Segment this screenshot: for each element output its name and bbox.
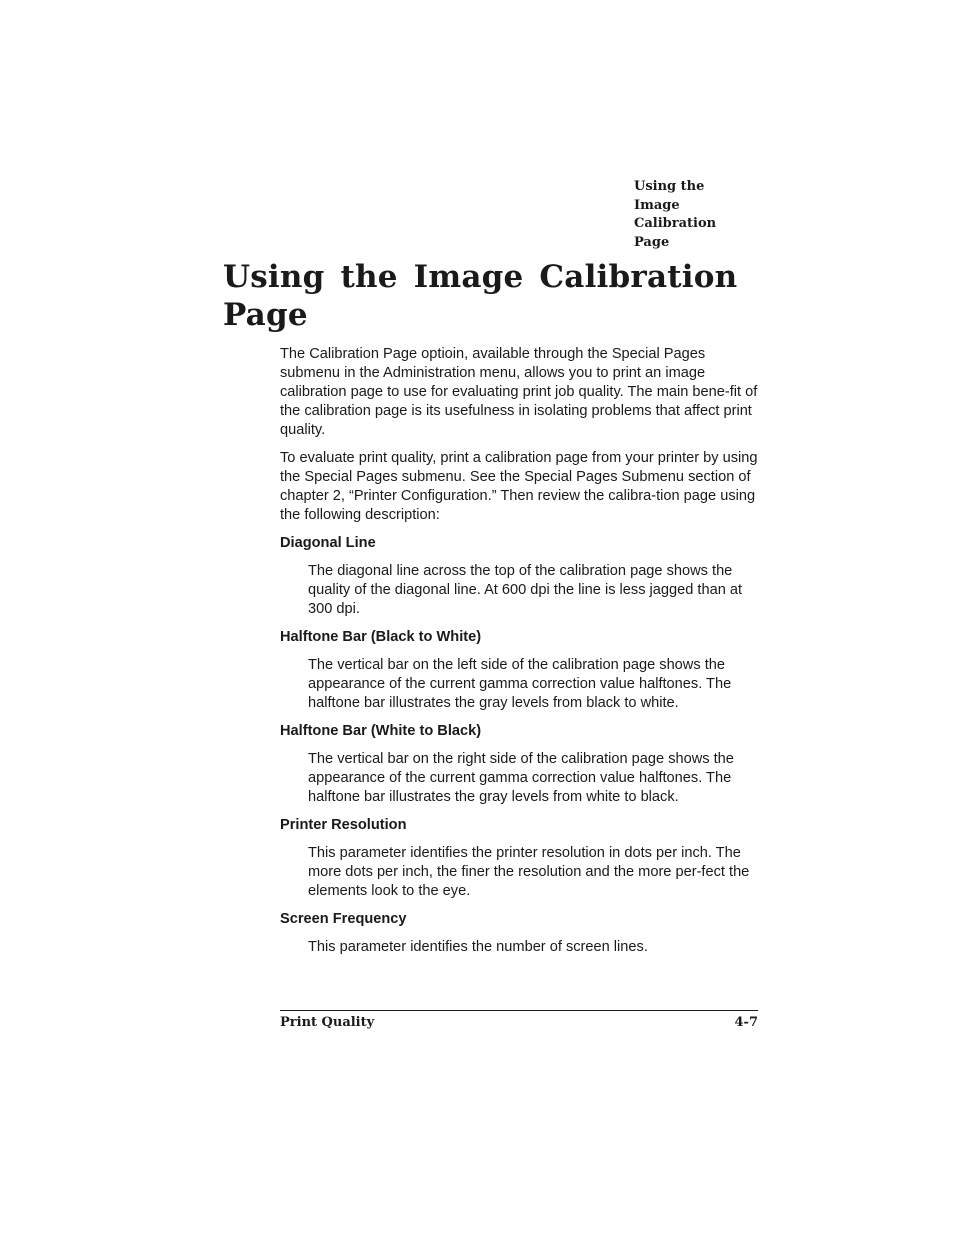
page-title-line-1: Using the Image Calibration [223, 259, 738, 295]
margin-heading [634, 178, 754, 253]
section-text-halftone-black-to-white: The vertical bar on the left side of the calibration page shows the appearance of the current gamma correction value halftones. The halftone bar illustrates the gray levels from black to white. [308, 657, 732, 711]
section-heading-printer-resolution: Printer Resolution [280, 817, 407, 833]
intro-paragraph-1: The Calibration Page optioin, available through the Special Pages submenu in the Administration menu, allows you to print an image calibration page to use for evaluating print job quality. The main bene-fit of the calibration page is its usefulness in isolating problems that affect print quality. [280, 346, 758, 438]
section-heading-halftone-black-to-white: Halftone Bar (Black to White) [280, 629, 482, 645]
footer-divider [280, 1010, 758, 1011]
body-text [280, 345, 760, 966]
footer-section-name: Print Quality [280, 1015, 375, 1030]
section-text-diagonal-line: The diagonal line across the top of the calibration page shows the quality of the diagonal line. At 600 dpi the line is less jagged than at 300 dpi. [308, 563, 743, 617]
margin-heading-line-1: Using the [634, 179, 705, 194]
section-text-printer-resolution: This parameter identifies the printer resolution in dots per inch. The more dots per inch, the finer the resolution and the more per-fect the elements look to the eye. [308, 845, 750, 899]
margin-heading-line-3: Calibration [634, 216, 717, 232]
intro-paragraph-2: To evaluate print quality, print a calibration page from your printer by using the Special Pages submenu. See the Special Pages Submenu section of chapter 2, “Printer Configuration.” Then review the calibra-tion page using the following description: [280, 450, 758, 523]
margin-heading-line-4: Page [634, 235, 670, 251]
page-title-line-2: Page [223, 297, 308, 333]
margin-heading-line-2: Image [634, 197, 680, 213]
section-heading-screen-frequency: Screen Frequency [280, 911, 407, 927]
section-heading-halftone-white-to-black: Halftone Bar (White to Black) [280, 723, 482, 739]
section-text-screen-frequency: This parameter identifies the number of screen lines. [308, 939, 648, 955]
section-heading-diagonal-line: Diagonal Line [280, 535, 376, 551]
section-text-halftone-white-to-black: The vertical bar on the right side of the calibration page shows the appearance of the current gamma correction value halftones. The halftone bar illustrates the gray levels from white to black. [308, 751, 734, 805]
footer-page-number: 4-7 [734, 1015, 758, 1030]
page-title [223, 258, 783, 334]
